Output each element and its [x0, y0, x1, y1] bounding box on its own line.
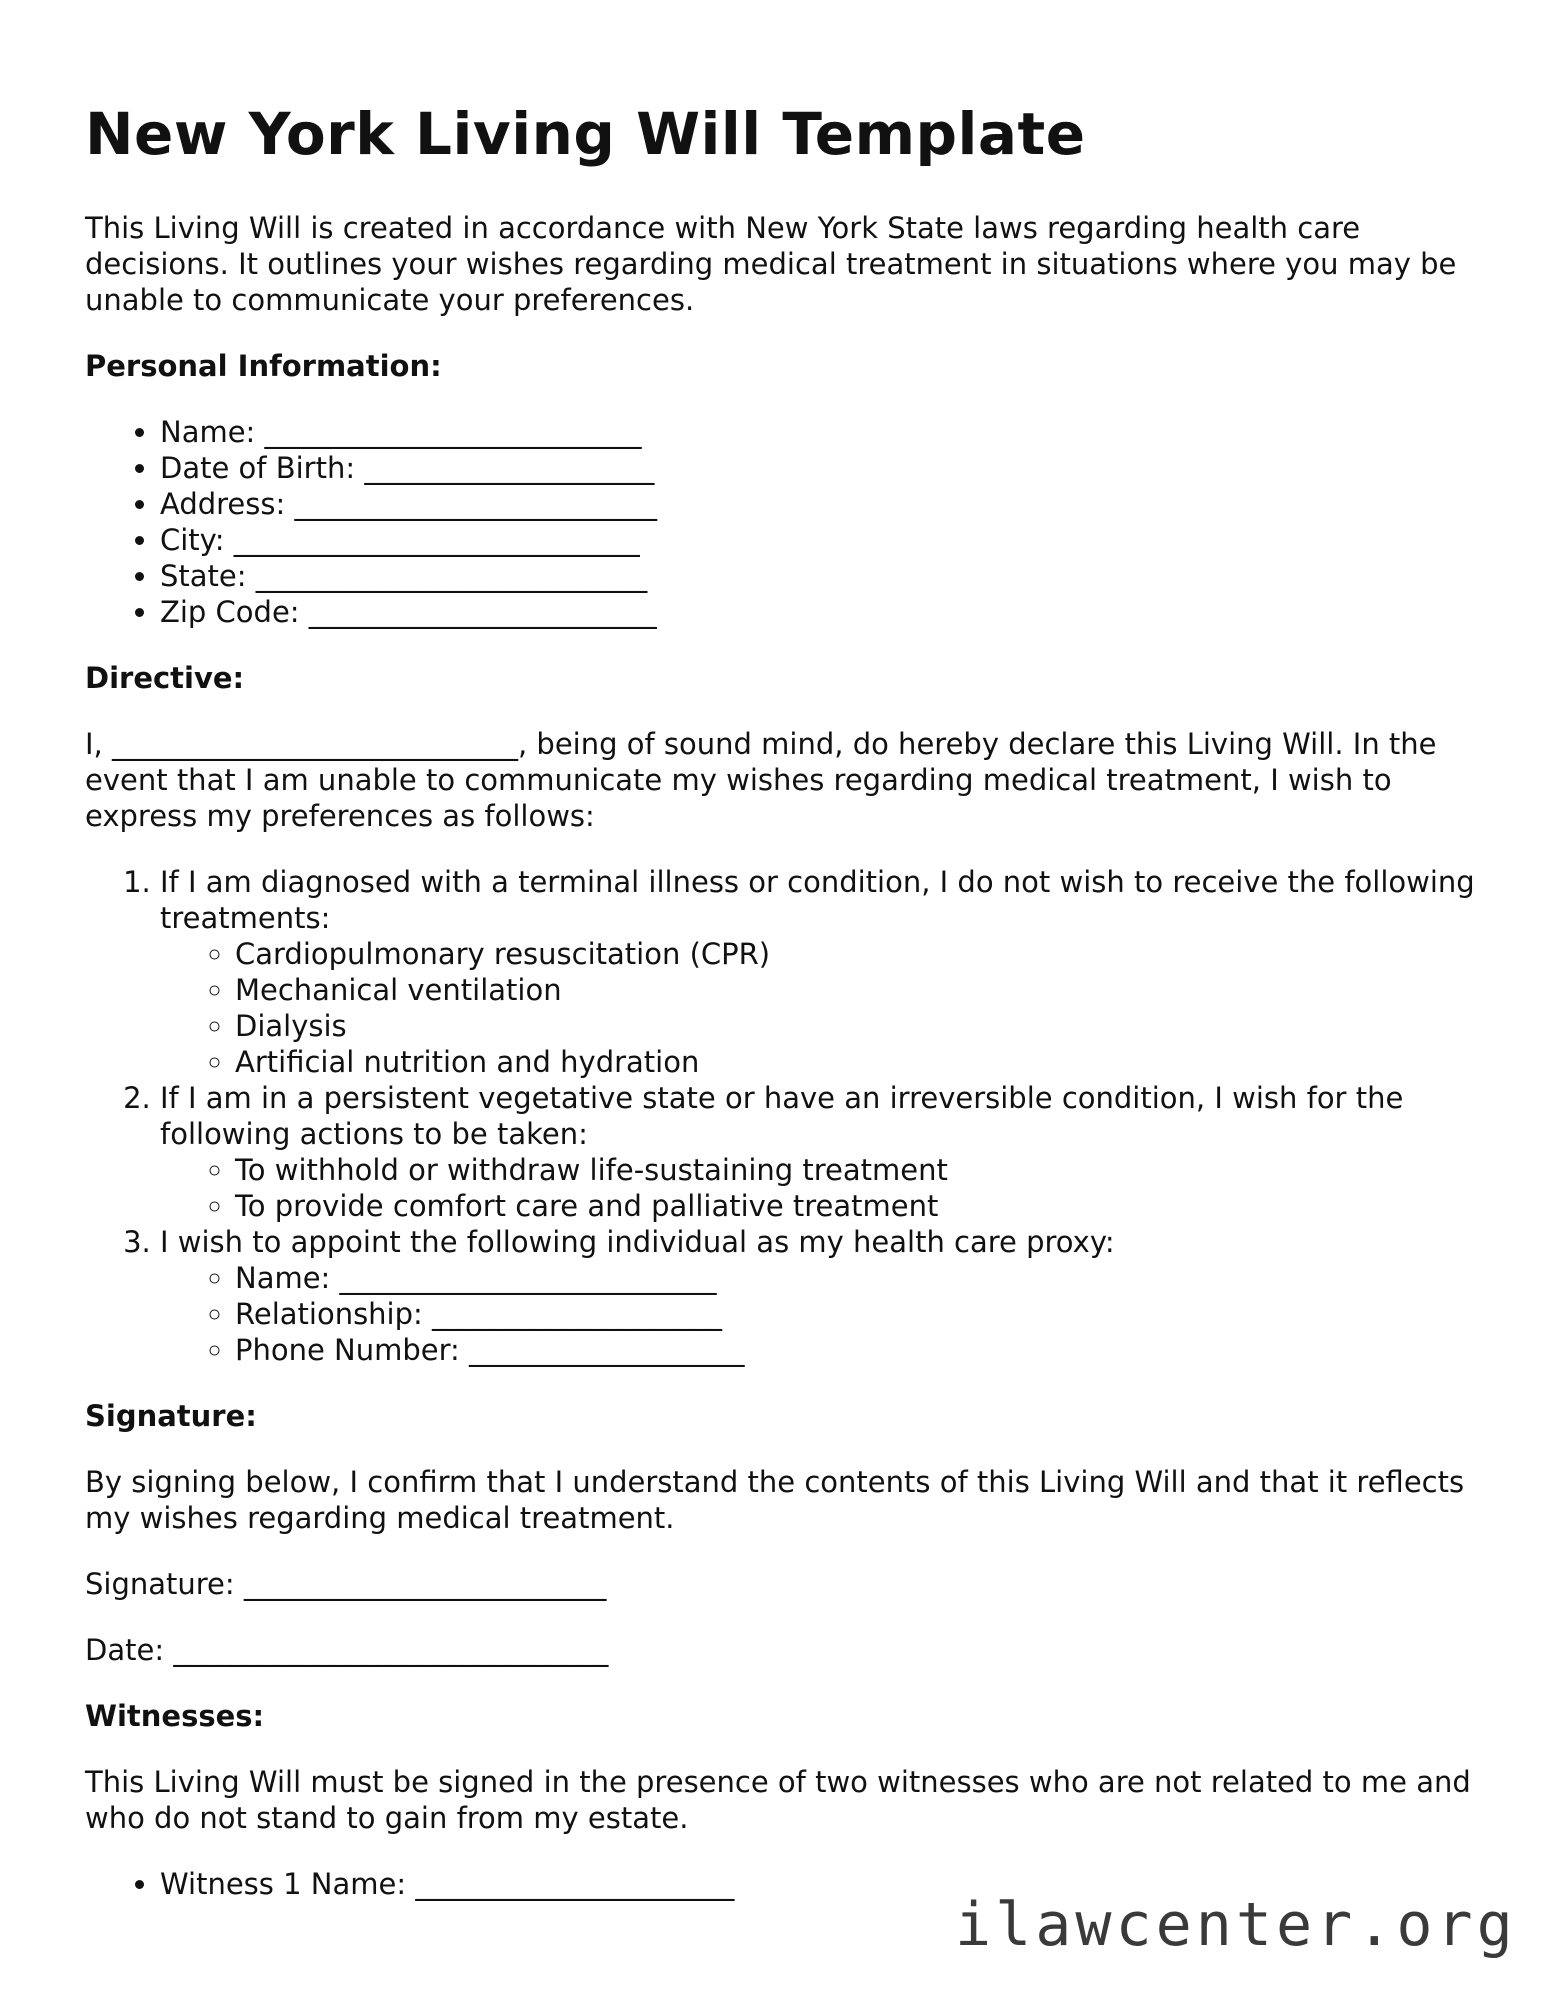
declaration-name-blank: ____________________________	[112, 726, 518, 761]
proxy-phone-field: ◦ Phone Number: ___________________	[235, 1332, 1485, 1368]
date-line	[85, 1632, 1485, 1668]
document-page	[85, 100, 1485, 1932]
proxy-sublist	[160, 1260, 1485, 1368]
directive-subitem: ◦ Artificial nutrition and hydration	[235, 1044, 1485, 1080]
directive-list	[85, 864, 1485, 1368]
directive-subitem: ◦ Cardiopulmonary resuscitation (CPR)	[235, 936, 1485, 972]
directive-item-1	[160, 864, 1485, 1080]
directive-subitem: ◦ Dialysis	[235, 1008, 1485, 1044]
field-label: City:	[160, 522, 225, 557]
directive-item-text: If I am in a persistent vegetative state or have an irreversible condition, I wish for the following actions to be taken:	[160, 1080, 1404, 1151]
directive-subitem: ◦ Mechanical ventilation	[235, 972, 1485, 1008]
signature-blank: _________________________	[243, 1566, 607, 1601]
signature-line	[85, 1566, 1485, 1602]
personal-field-dob	[160, 450, 1485, 486]
declaration-text: , being of sound mind, do hereby declare this Living Will. In the event that I am unable to communicate my wishes regarding medical treatment, I wish to express my preferences as follows:	[85, 726, 1437, 833]
field-label: Zip Code:	[160, 594, 300, 629]
directive-item-text: If I am diagnosed with a terminal illness or condition, I do not wish to receive the following treatments:	[160, 864, 1475, 935]
date-blank: ______________________________	[173, 1632, 609, 1667]
witnesses-heading: Witnesses:	[85, 1698, 265, 1733]
field-blank-line: ____________________________	[233, 522, 640, 557]
personal-field-state	[160, 558, 1485, 594]
directive-heading: Directive:	[85, 660, 245, 695]
directive-item-3	[160, 1224, 1485, 1368]
declaration-prefix: I,	[85, 726, 103, 761]
field-label: State:	[160, 558, 247, 593]
proxy-relationship-field: ◦ Relationship: ____________________	[235, 1296, 1485, 1332]
directive-subitem: ◦ To withhold or withdraw life-sustaining treatment	[235, 1152, 1485, 1188]
personal-field-address	[160, 486, 1485, 522]
signature-paragraph: By signing below, I confirm that I understand the contents of this Living Will and that it reflects my wishes regarding medical treatment.	[85, 1464, 1465, 1535]
field-blank-line: _________________________	[294, 486, 657, 521]
proxy-name-field: ◦ Name: __________________________	[235, 1260, 1485, 1296]
field-blank-line: ____________________	[364, 450, 655, 485]
field-label: Address:	[160, 486, 286, 521]
declaration-paragraph	[85, 726, 1485, 834]
field-blank-line: ________________________	[308, 594, 657, 629]
field-label: Name:	[160, 414, 256, 449]
field-blank-line: __________________________	[264, 414, 642, 449]
witness-label: Witness 1 Name:	[160, 1866, 407, 1901]
witnesses-paragraph: This Living Will must be signed in the presence of two witnesses who are not related to me and who do not stand to gain from my estate.	[85, 1764, 1471, 1835]
directive-sublist	[160, 1152, 1485, 1224]
personal-info-list	[85, 414, 1485, 630]
personal-field-zip	[160, 594, 1485, 630]
signature-heading: Signature:	[85, 1398, 257, 1433]
personal-field-city	[160, 522, 1485, 558]
witness-blank: ______________________	[415, 1866, 735, 1901]
personal-field-name	[160, 414, 1485, 450]
intro-paragraph: This Living Will is created in accordance with New York State laws regarding health care decisions. It outlines your wishes regarding medical treatment in situations where you may be unable to communicate your preferences.	[85, 210, 1457, 317]
directive-item-2	[160, 1080, 1485, 1224]
watermark-logo: ilawcenter.org	[955, 1890, 1517, 1960]
date-label: Date:	[85, 1632, 165, 1667]
directive-sublist	[160, 936, 1485, 1080]
directive-item-text: I wish to appoint the following individual as my health care proxy:	[160, 1224, 1115, 1259]
signature-label: Signature:	[85, 1566, 235, 1601]
page-title: New York Living Will Template	[85, 100, 1086, 168]
field-label: Date of Birth:	[160, 450, 356, 485]
field-blank-line: ___________________________	[255, 558, 648, 593]
directive-subitem: ◦ To provide comfort care and palliative treatment	[235, 1188, 1485, 1224]
personal-info-heading: Personal Information:	[85, 348, 442, 383]
